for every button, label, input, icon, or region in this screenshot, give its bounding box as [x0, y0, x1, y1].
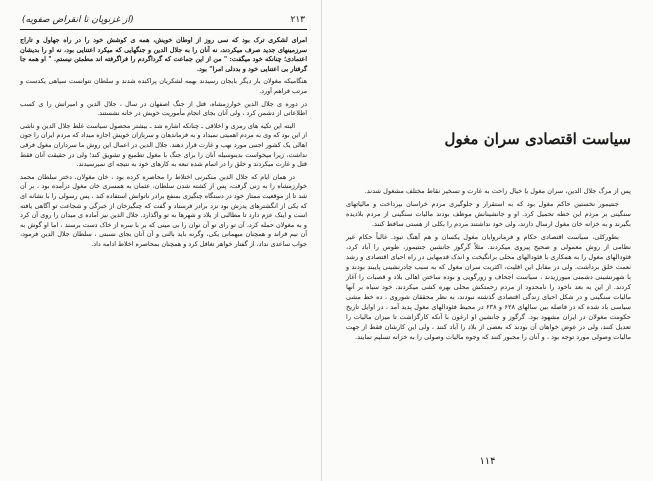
paragraph: هنگامیکه مغولان بار دیگر بایجان رسیدند بهمه لشکریان پراکنده شدند و سلطان نتوانست سپاهی یکدست و مرتب فراهم آورد.	[20, 77, 307, 95]
page-number: ۱۱۴	[479, 456, 496, 467]
paragraph: در دوره ی جلال الدین خوارزمشاه، قتل از جنگ اصفهان در سال ، جلال الدین و امیرانش را ی کسب اطلاعاتی از دشمن کرد ، ولی آنان بجای انجام مأموریت خویش در خانه نشستند.	[20, 99, 307, 118]
left-page	[0, 0, 322, 481]
paragraph: امرای لشکری ترک بود که سی روز از اوطان خویش، همه ی کوشش خود را در راه جهاول و تاراج سرزمینهای جدید صرف میکردند، نه آنان را به جلال الدین و جنگهایی که میکرد اعتنایی بود، نه او را بدیشان اعتمادی؛ چنانکه خود میگفت: " من از این جماعت که گرداگردم را فراگرفته اند مطمئن نیستم. " او همه جا گرفتار بی اعتنایی خود و بددلی امرا" بود.	[20, 36, 307, 73]
paragraph: در همان ایام که جلال الدین منکبرنی اختلاط را محاصره کرده بود ، خان مغولان، دختر سلطان محمد خوارزمشاه را به زنی گرفت، پس از کشته شدن سلطان، عثمان به همسری خان مغول درآمده بود ، بر آن شد تا از موقعیت ممتاز خود در دستگاه چنگیزی بمنفع برادر ناتوانش استفاده کند ، پس رسولی را با نشانه ای که یکی از انگشترهای پدرش بود نزد برادر فرستاد و گفت که چنگیزخان از خبرگی و شجاعت تو آگاهی یافته است و اینک عزم دارد تا مطالبی از بلاد و شهرها به تو واگذارد. جلال الدین نیز آماده ی میدان را روی آن کرد و به مغولان حمله کرد، آن تو رای تو آن نوان را بی مینی که بر با سره از خاک دست برسند ، اما او گوش به آن نیم فراند و همچنان میهمانی یکی، وگرنه باید بالنی و آن آنان بجای نسبتی ، سلطان جلال الدین فرمود، جواب ساعدی نداد، از گفتار خواهر تغافل کرد و همچنان بمحاصره اخلاط ادامه داد.	[20, 172, 307, 248]
paragraph: پس از مرگ جلال الدین، سران مغول با خیال راحت به غارت و تسخیر نقاط مختلف مشغول شدند.	[364, 187, 631, 195]
right-page	[322, 0, 653, 481]
chapter-title: سیاست اقتصادی سران مغول	[444, 130, 631, 148]
page-header	[20, 14, 307, 30]
paragraph: البته این تکیه های رمزی و اخلاقی ـ چنانکه اشاره شد ـ بیشتر محصول سیاست غلط جلال الدین و ناشی از این بود که وی به مردم اهمیتی نمیداد و به فرماندهان و سربازان خویش اجازه میداد که مردم ایران را جون اهالی یک کشور اجنبی مورد نهب و غارت قرار دهند. جلال الدین در اعمال این روش ما سرداران مغول فرقی نداشت، زیرا میخواست بدینوسیله آنان را برای جنگ با مغول تطمیع و تشویق کند؛ ولی در حقیقت آنان فقط قتل و غارت میکردند و خلق را در اتمام شده تبعه به کارهای خود به نتیجه ای نمیرسیدند.	[20, 121, 307, 169]
running-head: (از غزنویان تا انقراض صفویه)	[22, 15, 134, 25]
paragraph: جنتیمور نخستین حاکم مغول بود که به استقرار و جلوگیری مردم خراسان بپرداخت و مالیاتهای سنگینی بر مردم این خطه تحمیل کرد. او و جانشینانش موظف بودند مالیات سنگینی از مردم بلادیده بگیرند و به خزانه خان مغول ارسال دارند، ولی خود نداشتند مردم را بکلی از هستی ساقط کنند.	[346, 200, 631, 228]
page-number: ۲۱۳	[290, 15, 305, 25]
paragraph: بطورکلی، سیاست اقتصادی حکام و فرمانروایان مغول یکسان و هم آهنگ نبود. غالباً حکام غیر نظامی از روش معمولی و صحیح پیروی میکردند. مثلاً گرگوز جانشین جنتیمور، طوس را آباد کرد، فئودالهای مغول را به همکاری با فئودالهای محلی برانگیخت و اندک قدمهایی در راه احیای اقتصادی و رشد نعمت خلق برداشت. ولی در مقابل این اقلیت، اکثریت سران مغول که به سبب چادرنشینی پایبند بودند و با شهرنشینی دشمنی میورزیدند ، سیاست اجحاف و زورگویی و بوده ساختن اهالی بلاد و قصبات را آغاز کردند. از این به بعد ناخود را نامحدود از مردم زحمتکش محلی بهره کشی میکردند. خود سیاه بر آنها مالیات سنگینی و در شکل احیای زندگی اقتصادی گذشته نبودند، به نظر محققان شوروی ، ده خط مشی سیاسی باد شده که در فاصله بین سالهای ۶۲۸ و ۶۳۸ در محیط فئودالهای مغول پدید آمد ، در اوایل تاریخ حکومت مغولان در ایران مشهود بود. گرگوز و جانشین او ارغون با آنکه کارگزاشت تا میزان مالیات را تعدیل کنند، ولی در عوض خواهان آن بودند که بعضی از بلاد را آباد کنند ، ولی این کارشان فقط از جهت مالیات وصولی مورد توجه بود ، و آنان را مجبور کنند که وجوه مالیات وصولی را به خزانه تسلیم نمایند.	[346, 233, 632, 341]
